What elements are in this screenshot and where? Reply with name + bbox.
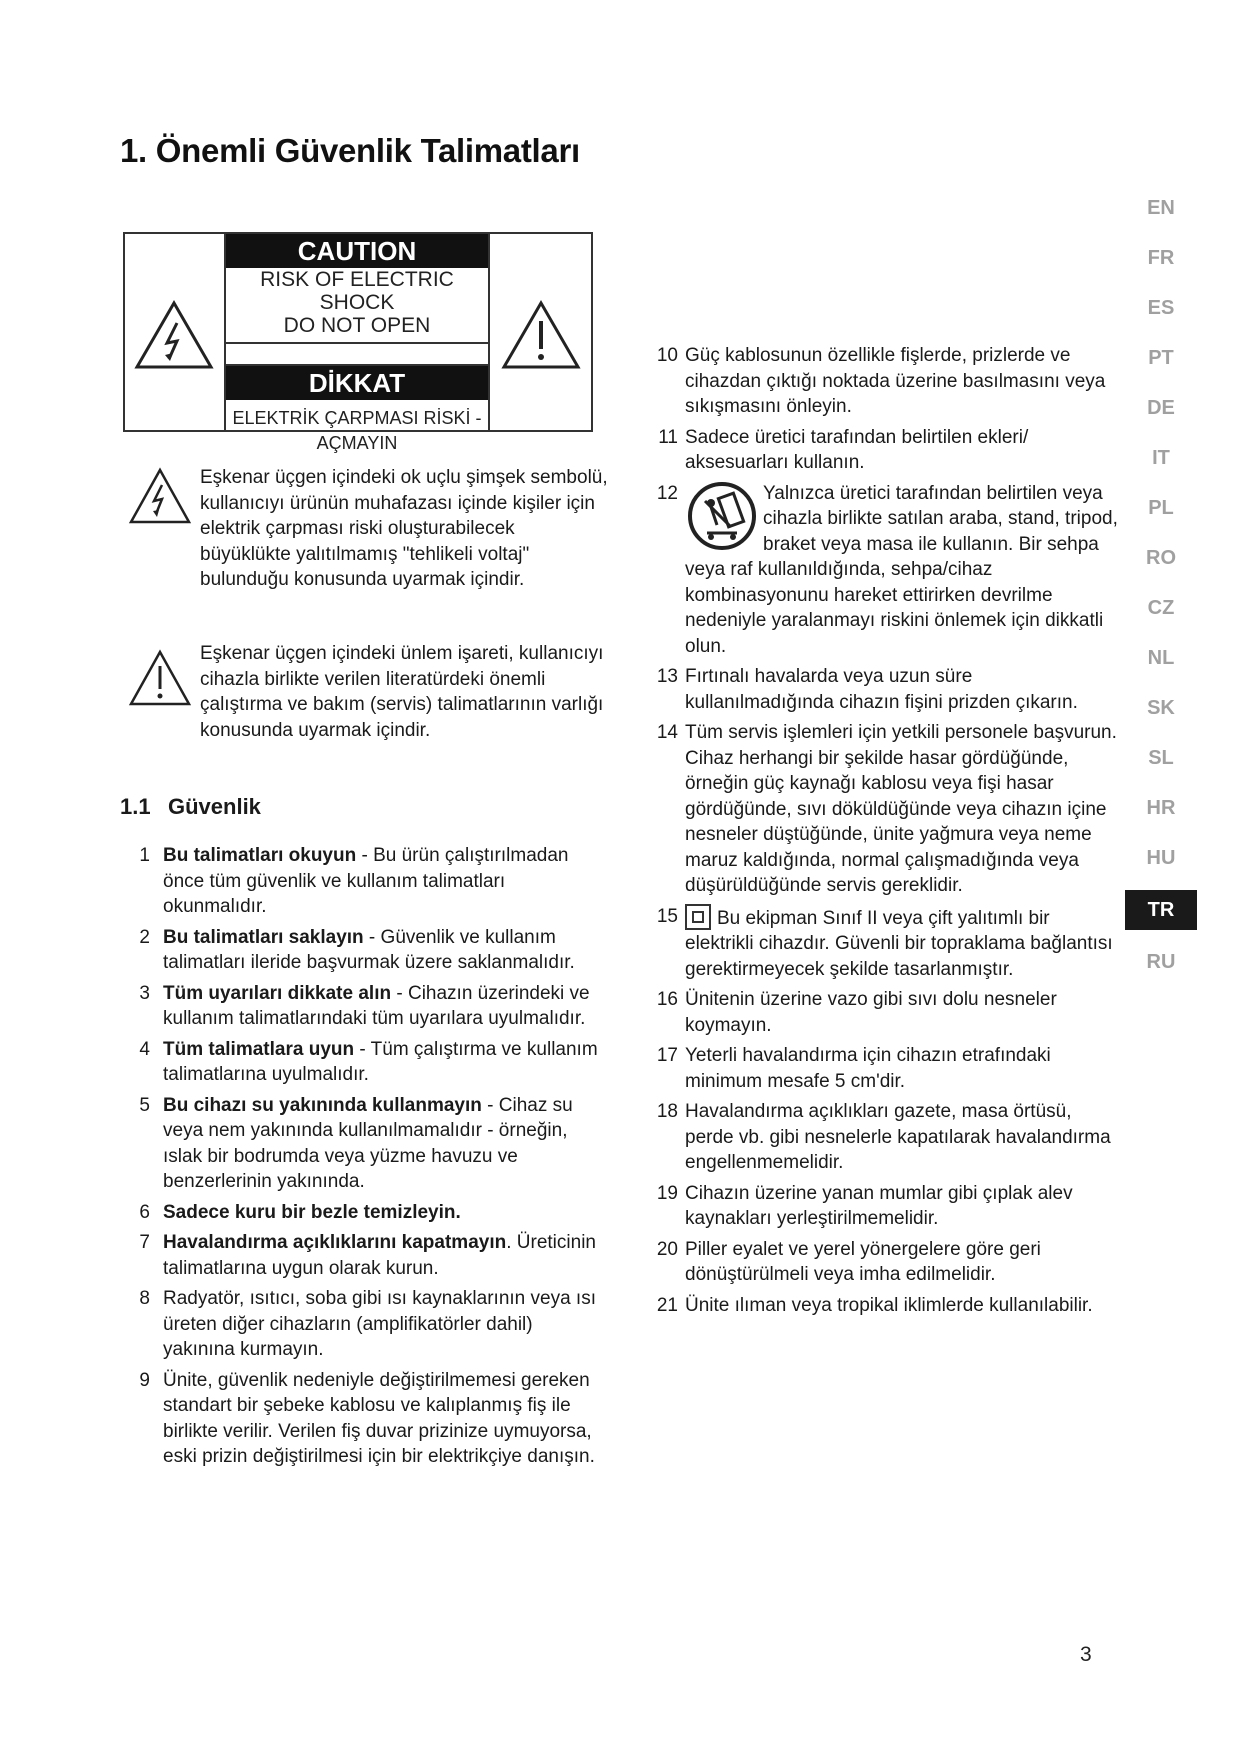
language-tab-en[interactable]: EN xyxy=(1147,197,1175,219)
list-item: 10 Güç kablosunun özellikle fişlerde, prizlerde ve cihazdan çıktığı noktada üzerine basılmasını veya sıkışmasını önleyin. xyxy=(656,345,1106,417)
language-tab-it[interactable]: IT xyxy=(1152,447,1170,469)
dikkat-line-1: ELEKTRİK ÇARPMASI RİSKİ - AÇMAYIN xyxy=(232,408,482,453)
list-item: 8 Radyatör, ısıtıcı, soba gibi ısı kaynaklarının veya ısı üreten diğer cihazların (amplifikatörler dahil) yakınına kurmayın. xyxy=(139,1288,596,1360)
list-item: 4 Tüm talimatlara uyun - Tüm çalıştırma ve kullanım talimatlarına uyulmalıdır. xyxy=(139,1038,598,1085)
language-tab-nl[interactable]: NL xyxy=(1147,647,1175,669)
safety-list-right xyxy=(650,343,1120,1323)
class-ii-double-insulation-icon xyxy=(685,904,711,930)
language-tab-hu[interactable]: HU xyxy=(1146,847,1176,869)
list-item: 15 Bu ekipman Sınıf II veya çift yalıtımlı bir elektrikli cihazdır. Güvenli bir topraklama bağlantısı gerektirmeyecek şekilde tasarlanmıştır. xyxy=(656,905,1113,980)
caution-line-1: RISK OF ELECTRIC SHOCK xyxy=(260,268,454,314)
list-item: 7 Havalandırma açıklıklarını kapatmayın. Üreticinin talimatlarına uygun olarak kurun. xyxy=(139,1232,596,1279)
section-heading xyxy=(120,794,261,820)
page-title: 1. Önemli Güvenlik Talimatları xyxy=(120,132,580,169)
lightning-symbol-note xyxy=(128,465,608,593)
list-item: 13 Fırtınalı havalarda veya uzun süre kullanılmadığında cihazın fişini prizden çıkarın. xyxy=(656,666,1078,713)
language-tab-sl[interactable]: SL xyxy=(1148,747,1174,769)
language-tab-ro[interactable]: RO xyxy=(1146,547,1176,569)
list-item: 21 Ünite ılıman veya tropikal iklimlerde kullanılabilir. xyxy=(656,1294,1093,1316)
list-item: 6 Sadece kuru bir bezle temizleyin. xyxy=(139,1201,461,1223)
language-tab-ru[interactable]: RU xyxy=(1146,951,1176,973)
list-item: 19 Cihazın üzerine yanan mumlar gibi çıplak alev kaynakları yerleştirilmemelidir. xyxy=(656,1182,1073,1229)
caution-line-2: DO NOT OPEN xyxy=(283,314,431,337)
list-item: 12 Yalnızca üretici tarafından belirtilen veya cihazla birlikte satılan araba, stand, tripod, braket veya masa ile kullanın. Bir sehpa veya raf kullanıldığında, sehpa/cihaz kombinasyonunu hareket ettirirken devrilme nedeniyle yaralanmayı riskini önlemek için dikkatli olun. xyxy=(656,482,1118,657)
lightning-symbol-text: Eşkenar üçgen içindeki ok uçlu şimşek sembolü, kullanıcıyı ürünün muhafazası içinde kişiler için elektrik çarpması riski oluşturabilecek büyüklükte yalıtılmamış "tehlikeli voltaj" bulunduğu konusunda uyarmak içindir. xyxy=(200,467,608,590)
lightning-triangle-icon xyxy=(133,299,215,371)
section-title: Güvenlik xyxy=(168,794,261,819)
exclamation-symbol-note xyxy=(128,641,608,743)
language-tabs xyxy=(1128,190,1194,994)
language-tab-de[interactable]: DE xyxy=(1147,397,1175,419)
list-item: 14 Tüm servis işlemleri için yetkili personele başvurun. Cihaz herhangi bir şekilde hasar gördüğünde, örneğin güç kaynağı kablosu veya fişi hasar gördüğünde, sıvı döküldüğünde veya cihazın içine nesneler düştüğünde, ünite yağmura veya neme maruz kaldığında, normal çalışmadığında veya düşürüldüğünde servis gereklidir. xyxy=(656,722,1117,896)
exclamation-symbol-text: Eşkenar üçgen içindeki ünlem işareti, kullanıcıyı cihazla birlikte verilen literatürdeki önemli çalıştırma ve bakım (servis) talimatlarının varlığı konusunda uyarmak içindir. xyxy=(200,643,604,741)
list-item: 1 Bu talimatları okuyun - Bu ürün çalıştırılmadan önce tüm güvenlik ve kullanım talimatları okunmalıdır. xyxy=(139,845,569,917)
caution-heading: CAUTION xyxy=(226,234,488,268)
safety-list-left xyxy=(128,843,608,1475)
caution-separator xyxy=(226,342,488,366)
dikkat-heading: DİKKAT xyxy=(226,366,488,400)
list-item: 20 Piller eyalet ve yerel yönergelere göre geri dönüştürülmeli veya imha edilmelidir. xyxy=(656,1238,1041,1285)
caution-label-box xyxy=(123,232,593,453)
exclamation-triangle-icon xyxy=(128,649,192,707)
list-item: 9 Ünite, güvenlik nedeniyle değiştirilmemesi gereken standart bir şebeke kablosu ve kalıplanmış fiş ile birlikte verilir. Verilen fiş duvar prizinize uymuyorsa, eski prizin değiştirilmesi için bir elektrikçiye danışın. xyxy=(139,1369,595,1467)
language-tab-tr[interactable]: TR xyxy=(1125,890,1197,930)
exclamation-triangle-icon xyxy=(500,299,582,371)
language-tab-cz[interactable]: CZ xyxy=(1147,597,1175,619)
list-item: 18 Havalandırma açıklıkları gazete, masa örtüsü, perde vb. gibi nesnelerle kapatılarak havalandırma engellenmemelidir. xyxy=(656,1101,1111,1173)
language-tab-fr[interactable]: FR xyxy=(1147,247,1175,269)
page-number: 3 xyxy=(1080,1643,1092,1666)
list-item: 3 Tüm uyarıları dikkate alın - Cihazın üzerindeki ve kullanım talimatlarındaki tüm uyarılara uyulmalıdır. xyxy=(139,982,590,1029)
language-tab-es[interactable]: ES xyxy=(1147,297,1175,319)
list-item: 16 Ünitenin üzerine vazo gibi sıvı dolu nesneler koymayın. xyxy=(656,989,1057,1036)
list-item: 11 Sadece üretici tarafından belirtilen ekleri/ aksesuarları kullanın. xyxy=(658,426,1029,473)
language-tab-pl[interactable]: PL xyxy=(1148,497,1174,519)
lightning-triangle-icon xyxy=(128,467,192,525)
cart-tip-over-icon xyxy=(687,481,757,551)
language-tab-pt[interactable]: PT xyxy=(1148,347,1174,369)
list-item: 2 Bu talimatları saklayın - Güvenlik ve kullanım talimatları ileride başvurmak üzere saklanmalıdır. xyxy=(139,926,575,973)
language-tab-hr[interactable]: HR xyxy=(1146,797,1176,819)
language-tab-sk[interactable]: SK xyxy=(1147,697,1175,719)
section-number: 1.1 xyxy=(120,794,151,819)
caution-label xyxy=(224,232,490,453)
list-item: 5 Bu cihazı su yakınında kullanmayın - Cihaz su veya nem yakınında kullanılmamalıdır - örneğin, ıslak bir bodrumda veya yüzme havuzu ve benzerlerinin yakınında. xyxy=(139,1094,573,1192)
list-item: 17 Yeterli havalandırma için cihazın etrafındaki minimum mesafe 5 cm'dir. xyxy=(656,1045,1051,1092)
